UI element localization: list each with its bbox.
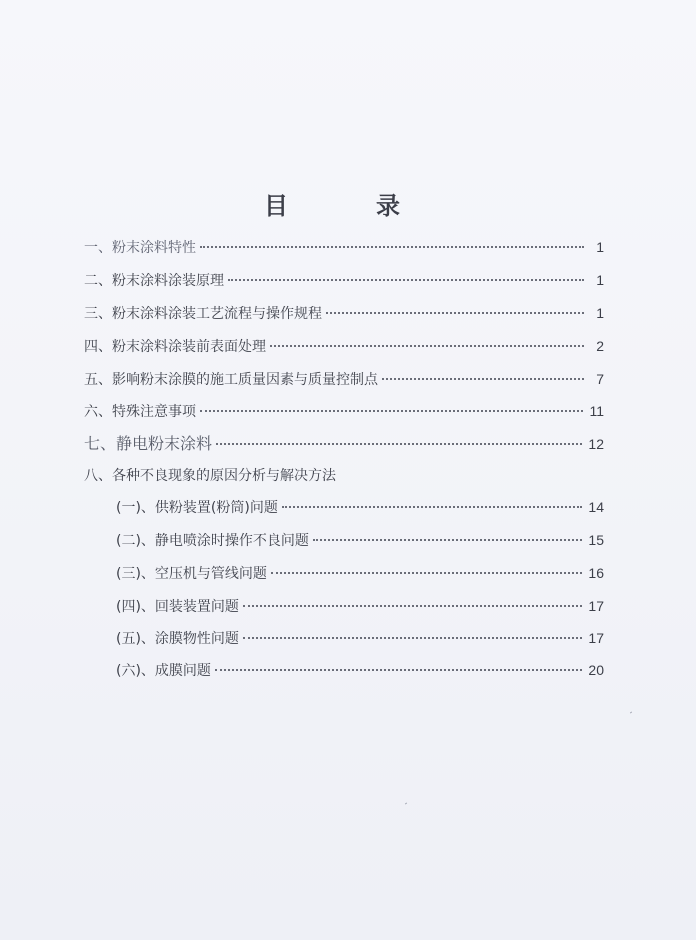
dot-leader <box>382 378 584 380</box>
dot-leader <box>243 637 582 639</box>
dot-leader <box>243 605 582 607</box>
toc-subentry-6 <box>116 660 604 680</box>
toc-entry-label: 三、粉末涂料涂装工艺流程与操作规程 <box>84 306 322 322</box>
toc-page-number: 15 <box>588 532 604 548</box>
toc-entry-label: 五、影响粉末涂膜的施工质量因素与质量控制点 <box>84 372 378 388</box>
toc-subentry-label: (一)、供粉装置(粉筒)问题 <box>116 500 278 516</box>
toc-entry-label: 六、特殊注意事项 <box>84 404 196 420</box>
dot-leader <box>326 312 584 314</box>
toc-subentry-4 <box>116 596 604 616</box>
toc-page-number: 20 <box>588 662 604 678</box>
toc-page-number: 14 <box>588 499 604 515</box>
dot-leader <box>313 539 582 541</box>
toc-subentry-label: (二)、静电喷涂时操作不良问题 <box>116 533 309 549</box>
scan-speck <box>630 711 632 713</box>
toc-page-number: 11 <box>589 403 604 419</box>
scan-speck <box>405 802 407 804</box>
toc-entry-label: 二、粉末涂料涂装原理 <box>84 273 224 289</box>
toc-subentry-5 <box>116 628 604 648</box>
dot-leader <box>200 410 583 412</box>
dot-leader <box>216 443 582 445</box>
toc-page-number: 12 <box>588 436 604 452</box>
toc-page-number: 1 <box>596 305 604 321</box>
toc-subentry-3 <box>116 563 604 583</box>
dot-leader <box>270 345 584 347</box>
toc-page-number: 17 <box>588 630 604 646</box>
toc-page-number: 1 <box>596 239 604 255</box>
toc-entry-7 <box>84 431 604 454</box>
dot-leader <box>271 572 582 574</box>
toc-subentry-label: (三)、空压机与管线问题 <box>116 566 267 582</box>
toc-entry-3 <box>84 303 604 323</box>
toc-page-number: 17 <box>588 598 604 614</box>
dot-leader <box>228 279 584 281</box>
dot-leader <box>200 246 584 248</box>
toc-page-number: 7 <box>596 371 604 387</box>
toc-entry-5 <box>84 369 604 389</box>
toc-section-heading: 八、各种不良现象的原因分析与解决方法 <box>84 468 336 484</box>
toc-entry-1 <box>84 237 604 257</box>
dot-leader <box>282 506 583 508</box>
dot-leader <box>215 669 582 671</box>
toc-entry-6 <box>84 401 604 421</box>
toc-subentry-1 <box>116 497 604 517</box>
toc-entry-label: 一、粉末涂料特性 <box>84 240 196 256</box>
toc-entry-label: 四、粉末涂料涂装前表面处理 <box>84 339 266 355</box>
toc-subentry-label: (六)、成膜问题 <box>116 663 211 679</box>
toc-subentry-label: (四)、回装装置问题 <box>116 599 239 615</box>
page-title: 目 录 <box>264 191 432 220</box>
toc-page-number: 1 <box>596 272 604 288</box>
toc-entry-2 <box>84 270 604 290</box>
toc-entry-4 <box>84 336 604 356</box>
toc-page-number: 2 <box>596 338 604 354</box>
toc-subentry-label: (五)、涂膜物性问题 <box>116 631 239 647</box>
toc-entry-label: 七、静电粉末涂料 <box>84 434 213 453</box>
toc-page-number: 16 <box>588 565 604 581</box>
toc-subentry-2 <box>116 530 604 550</box>
